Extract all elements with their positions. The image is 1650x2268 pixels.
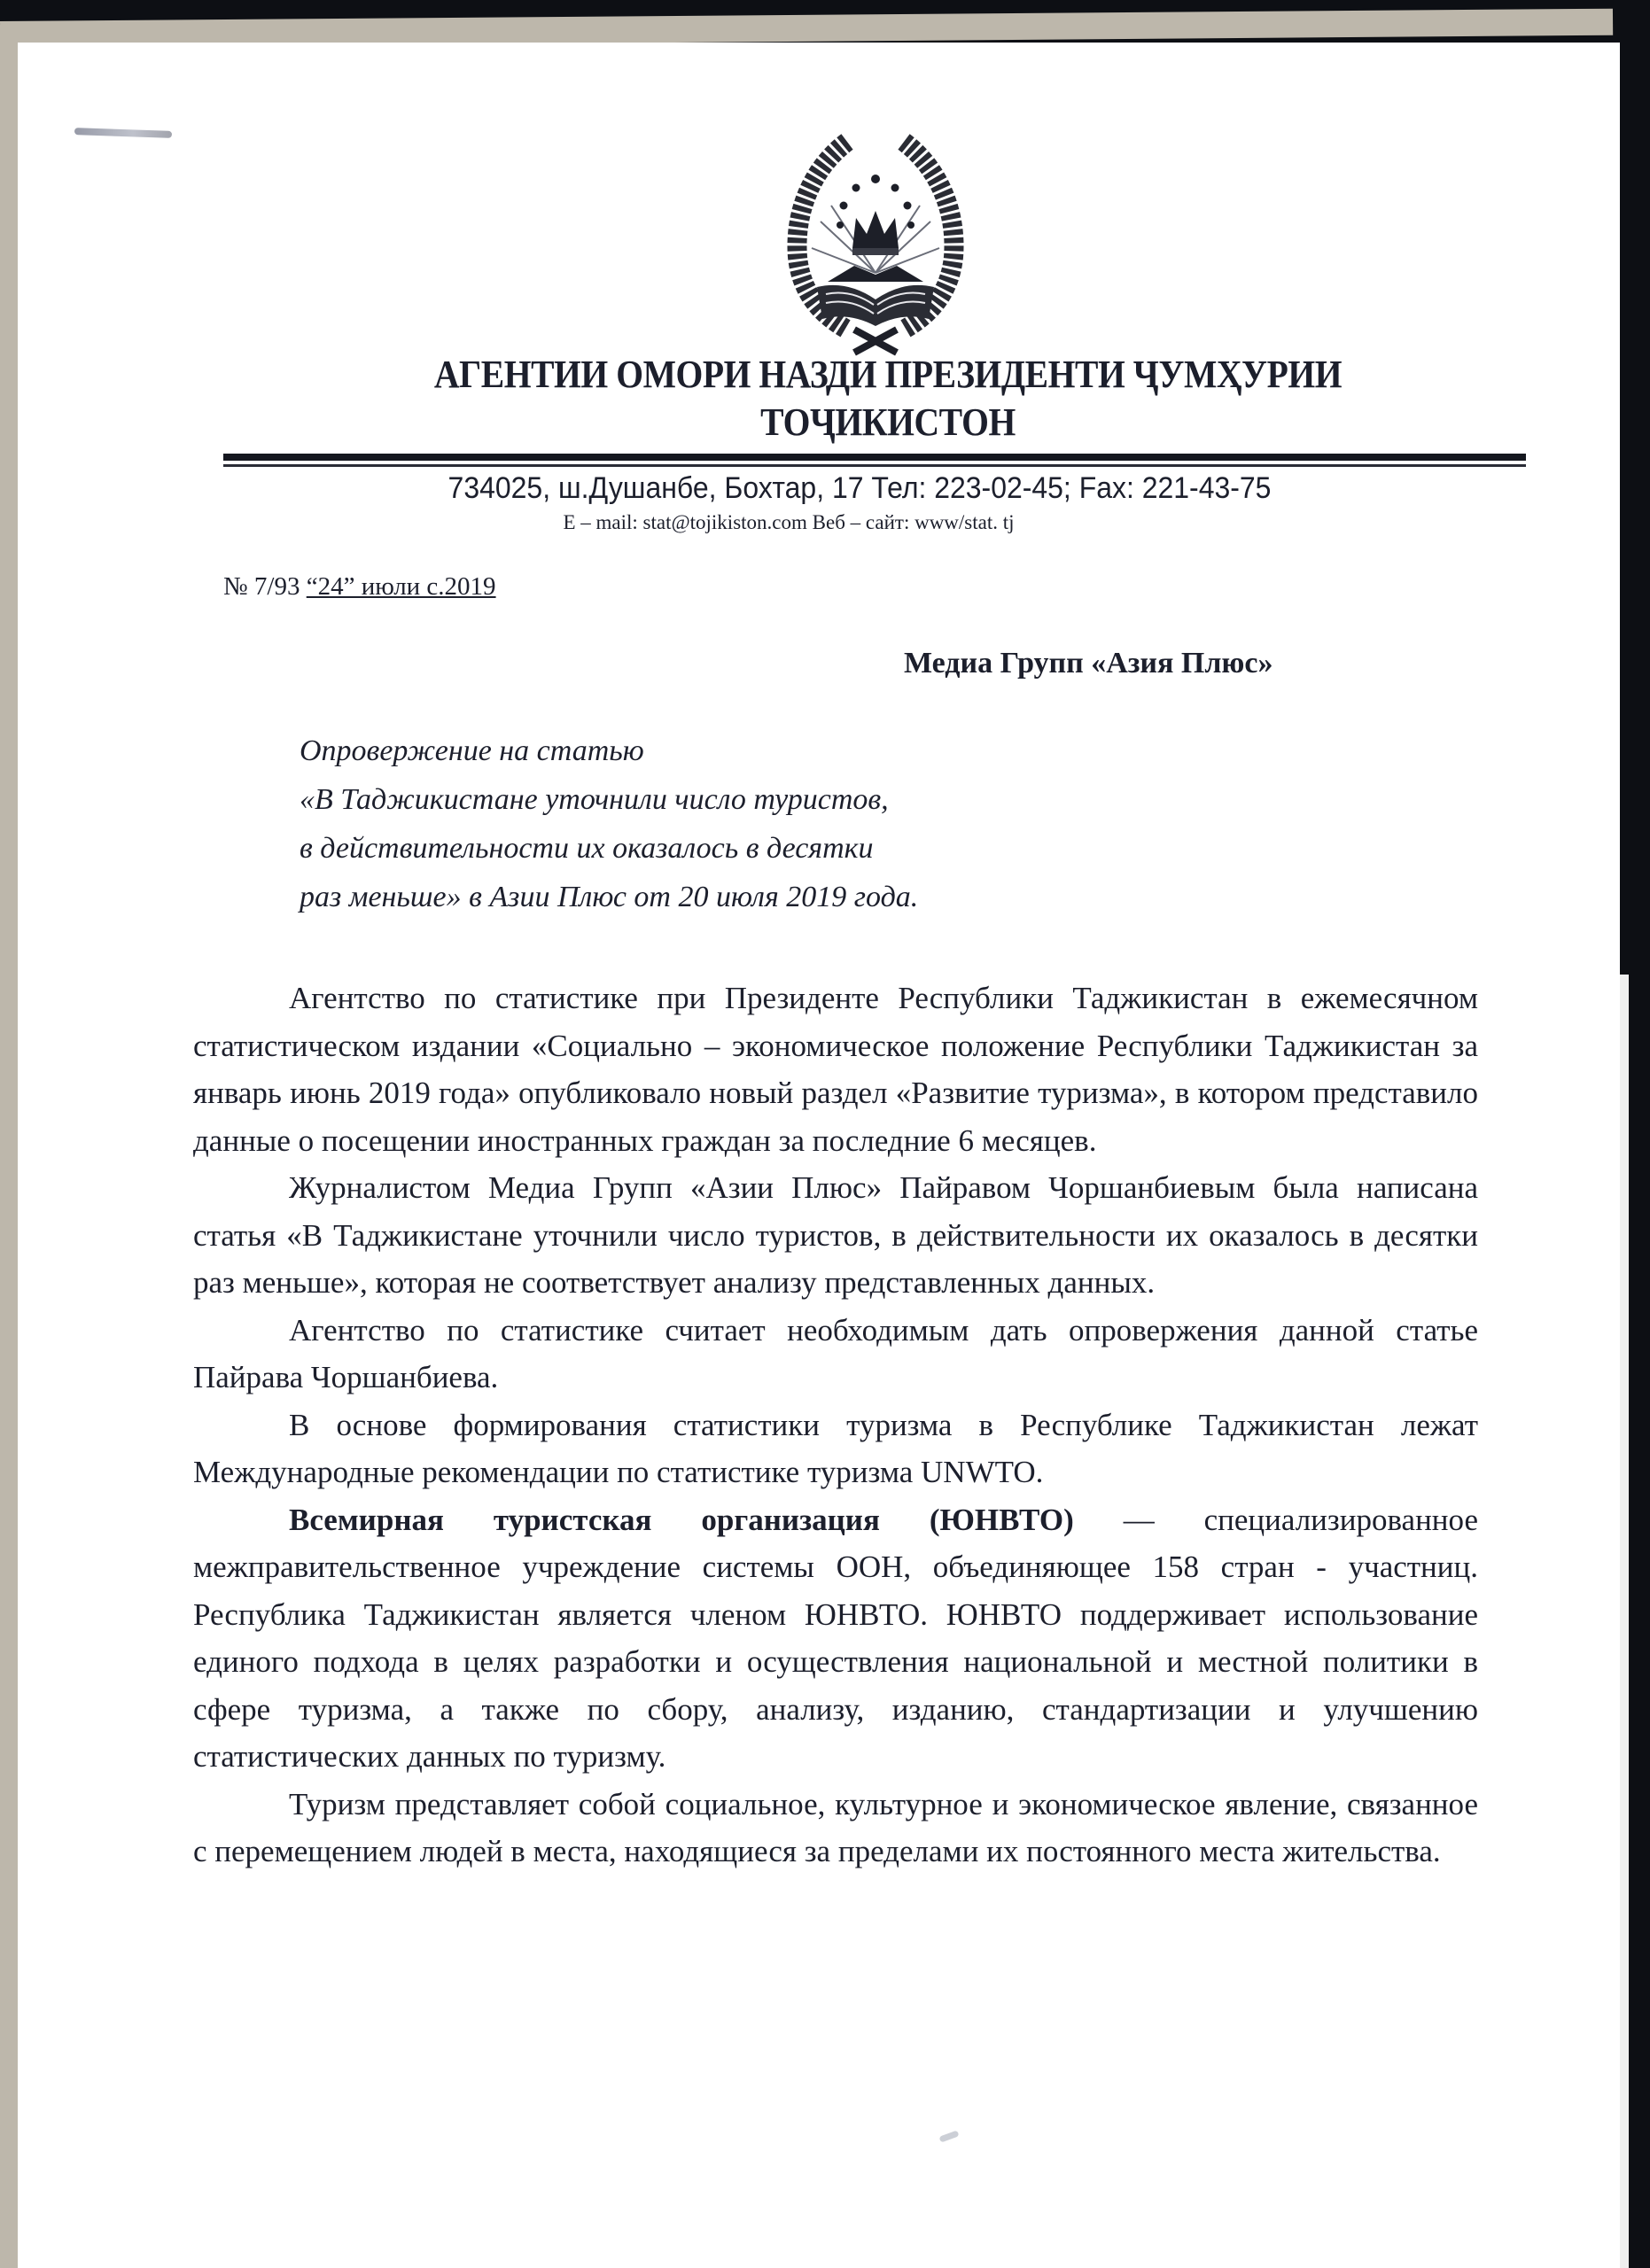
letter-page bbox=[18, 43, 1620, 2268]
subject-line: «В Таджикистане уточнили число туристов, bbox=[300, 783, 889, 816]
scan-smudge bbox=[74, 128, 172, 138]
organization-address: 734025, ш.Душанбе, Бохтар, 17 Тел: 223-02-45; Fax: 221-43-75 bbox=[448, 471, 1272, 505]
body-paragraph bbox=[193, 1496, 1478, 1781]
body-paragraph: Туризм представляет собой социальное, культурное и экономическое явление, связанное с перемещением людей в места, находящиеся за пределами их постоянного места жительства. bbox=[193, 1786, 1478, 1868]
unwto-description: — специализированное межправительственное учреждение системы ООН, объединяющее 158 стран - участниц. Республика Таджикистан является членом ЮНВТО. ЮНВТО поддерживает использование единого подхода в целях разработки и осуществления национальной и местной политики в сфере туризма, а также по сбору, анализу, изданию, стандартизации и улучшению статистических данных по туризму. bbox=[193, 1502, 1478, 1774]
recipient: Медиа Групп «Азия Плюс» bbox=[904, 647, 1273, 680]
letterhead-rule-thick bbox=[223, 454, 1526, 461]
subject-line: Опровержение на статью bbox=[300, 734, 644, 767]
document-reference bbox=[223, 571, 496, 602]
document-number: № 7/93 bbox=[223, 572, 300, 601]
subject-line: в действительности их оказалось в десятки bbox=[300, 832, 874, 865]
letter-subject bbox=[300, 726, 1186, 921]
body-paragraph: Журналистом Медиа Групп «Азии Плюс» Пайравом Чоршанбиевым была написана статья «В Таджикистане уточнили число туристов, в действительности их оказалось в десятки раз меньше», которая не соответствует анализу представленных данных. bbox=[193, 1170, 1478, 1300]
scan-speck bbox=[938, 2130, 959, 2142]
scan-paper-edge-left bbox=[0, 25, 19, 2268]
organization-name bbox=[290, 351, 1486, 447]
subject-line: раз меньше» в Азии Плюс от 20 июля 2019 года. bbox=[300, 881, 919, 913]
organization-name-line1: АГЕНТИИ ОМОРИ НАЗДИ ПРЕЗИДЕНТИ ҶУМҲУРИИ bbox=[433, 353, 1343, 396]
letterhead-rule-thin bbox=[223, 464, 1526, 467]
organization-contacts: E – mail: stat@tojikiston.com Веб – сайт: www/stat. tj bbox=[563, 511, 1015, 533]
body-paragraph: В основе формирования статистики туризма в Республике Таджикистан лежат Международные рекомендации по статистике туризма UNWTO. bbox=[193, 1407, 1478, 1489]
document-date: “24” июли с.2019 bbox=[306, 572, 496, 601]
organization-name-line2: ТОҶИКИСТОН bbox=[760, 400, 1016, 444]
body-paragraph: Агентство по статистике считает необходимым дать опровержения данной статье Пайрава Чоршанбиева. bbox=[193, 1312, 1478, 1394]
unwto-name: Всемирная туристская организация (ЮНВТО) bbox=[289, 1502, 1074, 1537]
letter-body bbox=[193, 975, 1478, 1876]
coat-of-arms-emblem bbox=[785, 124, 966, 363]
body-paragraph: Агентство по статистике при Президенте Республики Таджикистан в ежемесячном статистическом издании «Социально – экономическое положение Республики Таджикистан за январь июнь 2019 года» опубликовало новый раздел «Развитие туризма», в котором представило данные о посещении иностранных граждан за последние 6 месяцев. bbox=[193, 981, 1478, 1158]
